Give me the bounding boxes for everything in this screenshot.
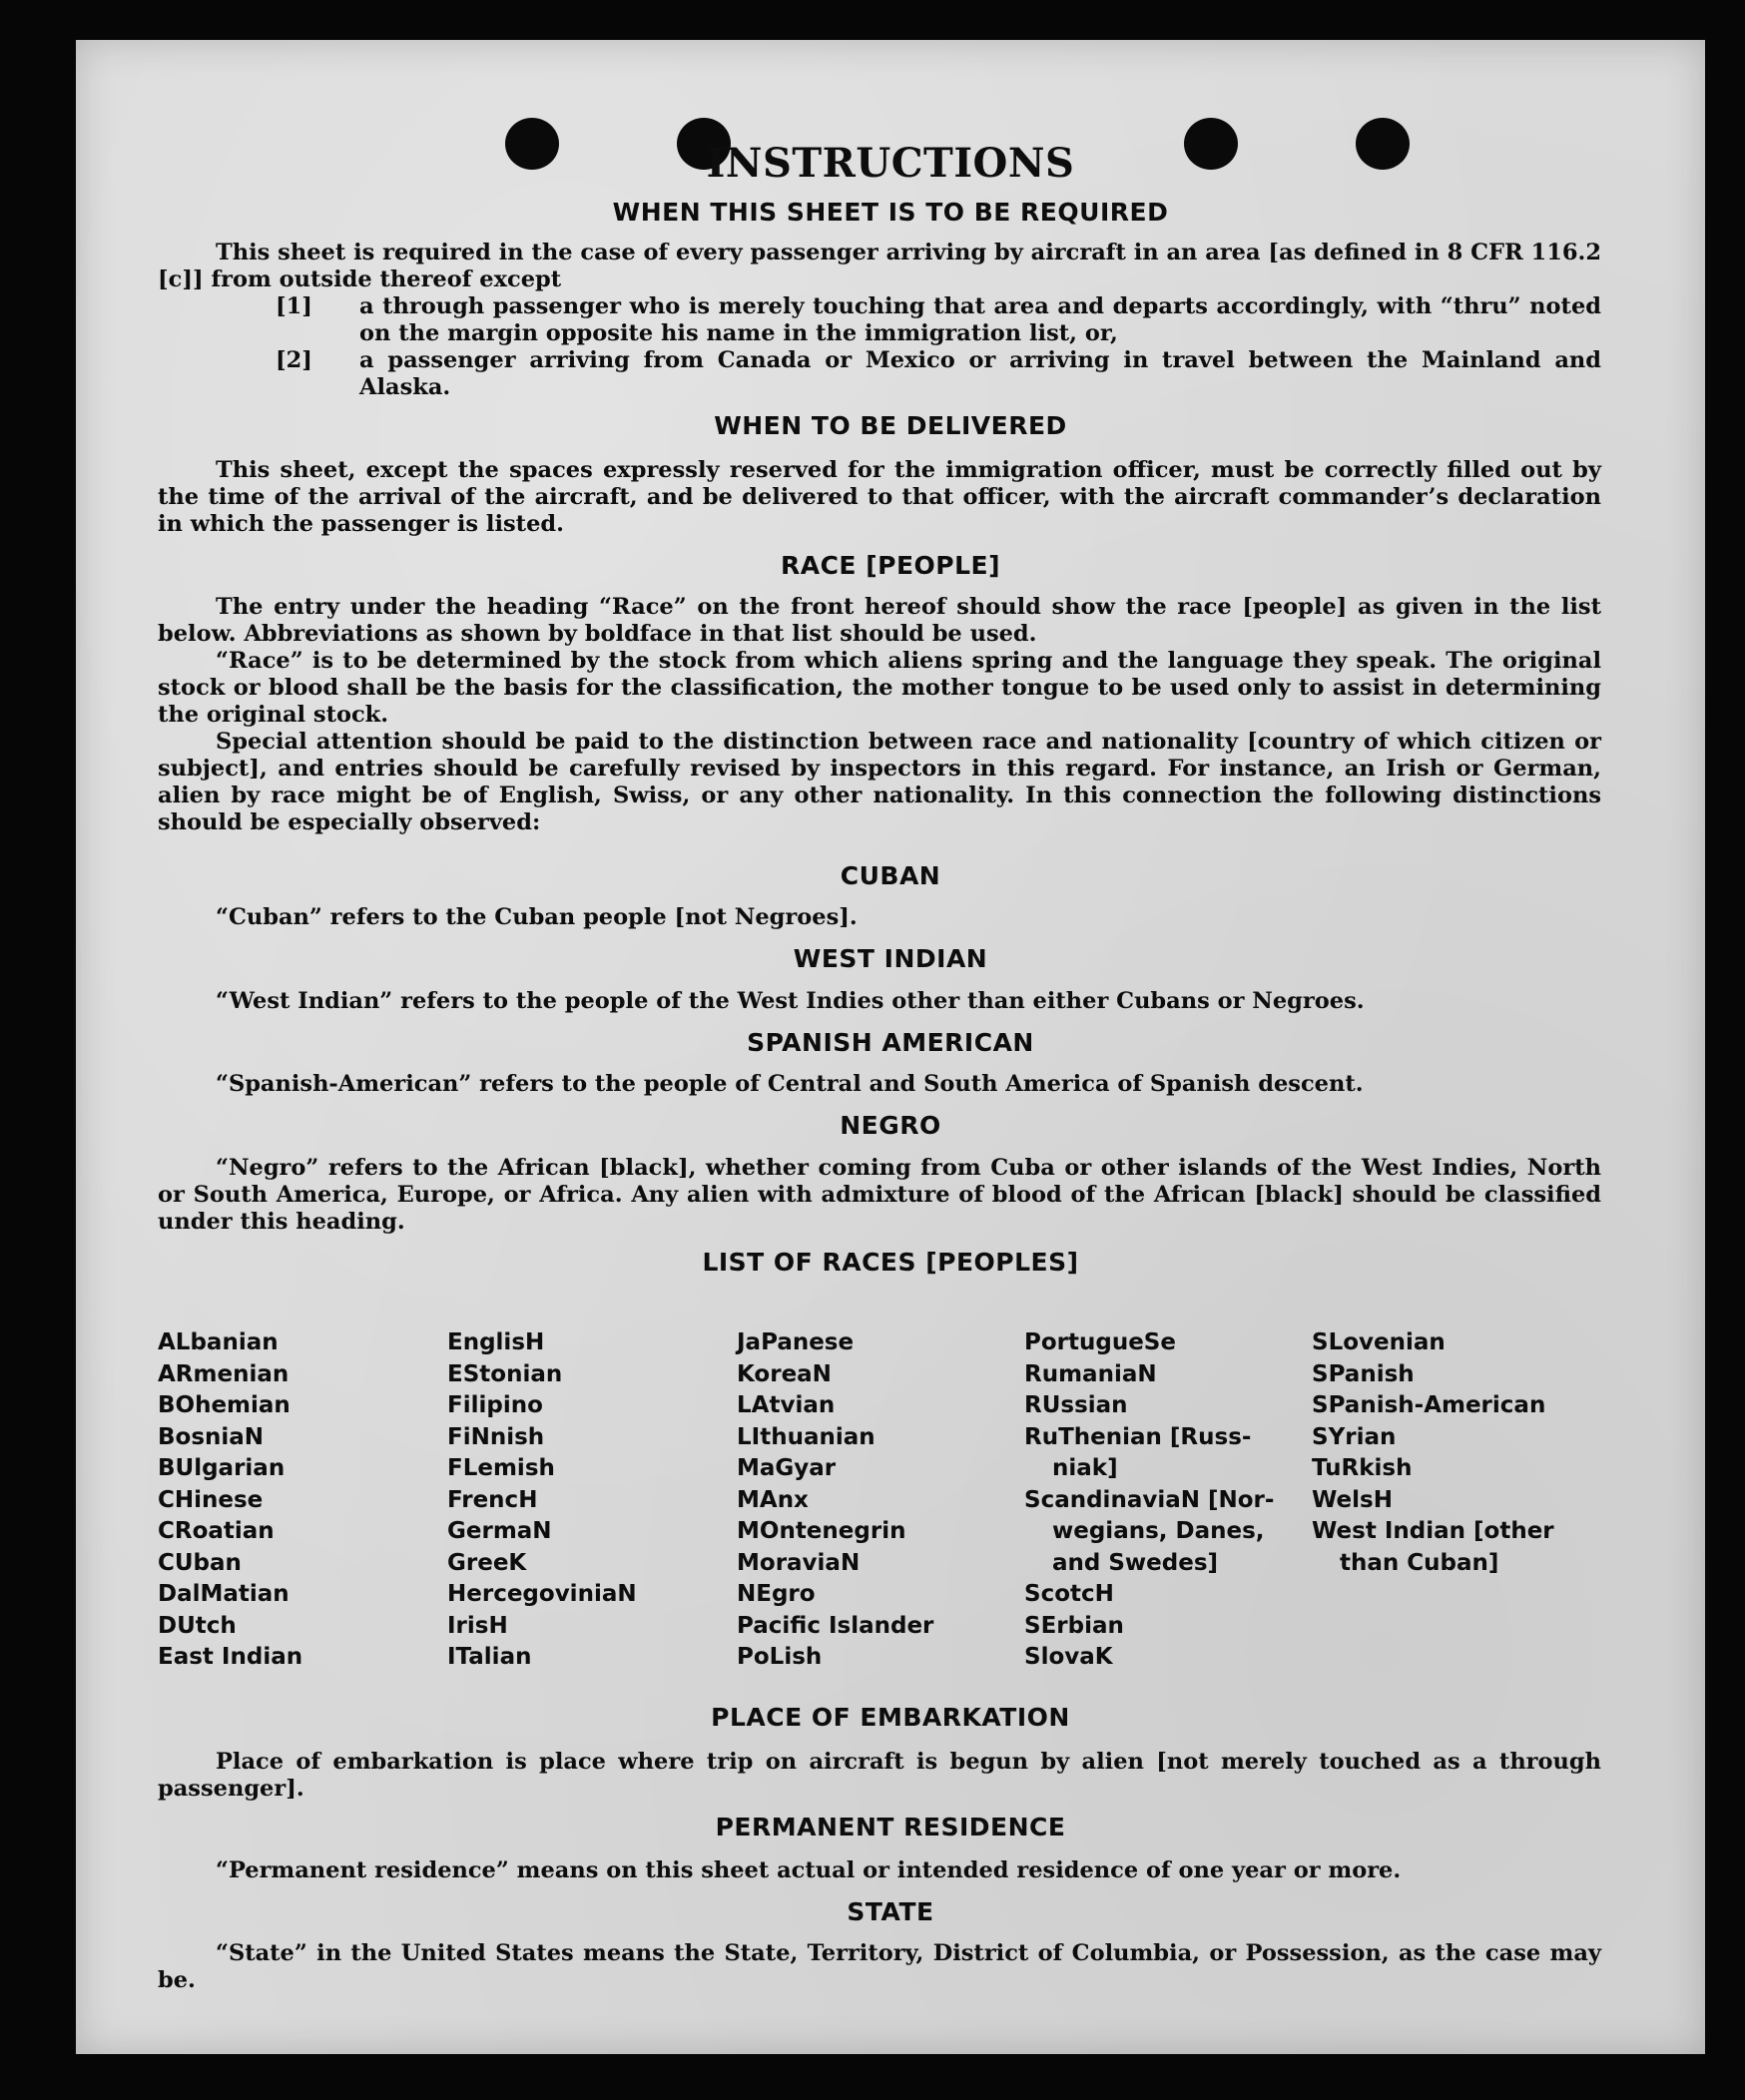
heading-west-indian: WEST INDIAN xyxy=(793,944,988,973)
race-entry: ScotcH xyxy=(1024,1581,1114,1607)
heading-negro: NEGRO xyxy=(840,1111,941,1140)
race-entry: East Indian xyxy=(158,1644,303,1670)
negro-text: “Negro” refers to the African [black], whether coming from Cuba or other islands of the West Indies, North or South America, Europe, or Africa. Any alien with admixture of blood of the African [black] should be classified under this heading. xyxy=(158,1155,1601,1235)
race-entry: RuThenian [Russ- xyxy=(1024,1423,1252,1450)
race-entry: LIthuanian xyxy=(737,1423,875,1450)
race-entry: LAtvian xyxy=(737,1392,836,1418)
race-entry: ITalian xyxy=(447,1644,532,1670)
race-entry: Pacific Islander xyxy=(737,1612,934,1639)
heading-list-of-races: LIST OF RACES [PEOPLES] xyxy=(702,1248,1079,1277)
race-entry: FiNnish xyxy=(447,1423,545,1450)
heading-delivered: WHEN TO BE DELIVERED xyxy=(714,411,1067,440)
heading-residence: PERMANENT RESIDENCE xyxy=(715,1813,1066,1841)
race-entry-continued: and Swedes] xyxy=(1052,1549,1219,1576)
race-entry: SLovenian xyxy=(1312,1329,1446,1355)
race-entry: KoreaN xyxy=(737,1360,832,1387)
race-entry: EStonian xyxy=(447,1360,563,1387)
race-entry: ScandinaviaN [Nor- xyxy=(1024,1486,1275,1513)
race-entry: BUlgarian xyxy=(158,1455,286,1481)
race-entry: GreeK xyxy=(447,1549,527,1576)
heading-embarkation: PLACE OF EMBARKATION xyxy=(711,1703,1070,1732)
race-entry: RumaniaN xyxy=(1024,1360,1157,1387)
residence-text: “Permanent residence” means on this sheet actual or intended residence of one year or more. xyxy=(216,1857,1402,1883)
race-entry: NEgro xyxy=(737,1581,816,1607)
race-entry: PoLish xyxy=(737,1644,823,1670)
race-entry: RUssian xyxy=(1024,1392,1128,1418)
race-entry: FrencH xyxy=(447,1486,538,1513)
item-number: [1] xyxy=(276,293,312,319)
race-entry: SPanish-American xyxy=(1312,1392,1546,1418)
race-entry: CHinese xyxy=(158,1486,264,1513)
race-entry: CRoatian xyxy=(158,1518,275,1544)
race-entry-continued: niak] xyxy=(1052,1455,1118,1481)
race-entry: SPanish xyxy=(1312,1360,1415,1387)
west-indian-text: “West Indian” refers to the people of the West Indies other than either Cubans or Negroes. xyxy=(216,988,1365,1014)
required-item-1 xyxy=(276,293,1601,347)
heading-race: RACE [PEOPLE] xyxy=(780,551,1001,580)
race-entry: MoraviaN xyxy=(737,1549,861,1576)
race-entry: MOntenegrin xyxy=(737,1518,906,1544)
race-entry: West Indian [other xyxy=(1312,1518,1554,1544)
item-text: a passenger arriving from Canada or Mexico or arriving in travel between the Mainland and Alaska. xyxy=(359,347,1601,400)
heading-spanish-american: SPANISH AMERICAN xyxy=(747,1028,1034,1057)
document-sheet xyxy=(76,40,1705,2054)
race-entry: TuRkish xyxy=(1312,1455,1413,1481)
race-entry-continued: than Cuban] xyxy=(1340,1549,1499,1576)
delivered-text: This sheet, except the spaces expressly reserved for the immigration officer, must be correctly filled out by the time of the arrival of the aircraft, and be delivered to that officer, with the aircraft commander’s declaration in which the passenger is listed. xyxy=(158,457,1601,537)
heading-cuban: CUBAN xyxy=(840,861,941,890)
race-entry: EnglisH xyxy=(447,1329,545,1355)
race-paragraph-1: The entry under the heading “Race” on the front hereof should show the race [people] as given in the list below. Abbreviations as shown by boldface in that list should be used. xyxy=(158,594,1601,647)
race-entry: MAnx xyxy=(737,1486,809,1513)
race-entry: MaGyar xyxy=(737,1455,837,1481)
race-entry: ARmenian xyxy=(158,1360,290,1387)
race-entry: SErbian xyxy=(1024,1612,1124,1639)
embarkation-text: Place of embarkation is place where trip on aircraft is begun by alien [not merely touched as a through passenger]. xyxy=(158,1749,1601,1802)
race-entry: BOhemian xyxy=(158,1392,291,1418)
race-entry: IrisH xyxy=(447,1612,508,1639)
race-entry: DalMatian xyxy=(158,1581,290,1607)
race-entry: HercegoviniaN xyxy=(447,1581,637,1607)
race-column-3 xyxy=(737,1327,933,1674)
race-paragraph-3: Special attention should be paid to the distinction between race and nationality [country of which citizen or subject], and entries should be carefully revised by inspectors in this regard. For instance, an Irish or German, alien by race might be of English, Swiss, or any other nationality. In this connection the following distinctions should be especially observed: xyxy=(158,729,1601,835)
race-entry: SlovaK xyxy=(1024,1644,1113,1670)
race-column-2 xyxy=(447,1327,637,1674)
item-text: a through passenger who is merely touching that area and departs accordingly, with “thru” noted on the margin opposite his name in the immigration list, or, xyxy=(359,293,1601,346)
required-intro: This sheet is required in the case of every passenger arriving by aircraft in an area [as defined in 8 CFR 116.2 [c]] from outside thereof except xyxy=(158,240,1601,292)
race-entry-continued: wegians, Danes, xyxy=(1052,1518,1265,1544)
race-entry: BosniaN xyxy=(158,1423,265,1450)
race-entry: FLemish xyxy=(447,1455,555,1481)
required-item-2 xyxy=(276,347,1601,401)
race-entry: GermaN xyxy=(447,1518,552,1544)
cuban-text: “Cuban” refers to the Cuban people [not Negroes]. xyxy=(216,904,858,930)
race-column-4 xyxy=(1024,1327,1274,1674)
race-paragraph-2: “Race” is to be determined by the stock from which aliens spring and the language they speak. The original stock or blood shall be the basis for the classification, the mother tongue to be used only to assist in determining the original stock. xyxy=(158,648,1601,728)
race-entry: PortugueSe xyxy=(1024,1329,1176,1355)
race-entry: SYrian xyxy=(1312,1423,1397,1450)
race-entry: DUtch xyxy=(158,1612,237,1639)
race-entry: CUban xyxy=(158,1549,242,1576)
page-title: INSTRUCTIONS xyxy=(706,140,1075,187)
race-entry: WelsH xyxy=(1312,1486,1393,1513)
race-entry: Filipino xyxy=(447,1392,543,1418)
race-entry: ALbanian xyxy=(158,1329,279,1355)
race-entry: JaPanese xyxy=(737,1329,855,1355)
heading-required: WHEN THIS SHEET IS TO BE REQUIRED xyxy=(612,198,1169,227)
state-text: “State” in the United States means the State, Territory, District of Columbia, or Possession, as the case may be. xyxy=(158,1940,1601,1993)
spanish-american-text: “Spanish-American” refers to the people of Central and South America of Spanish descent. xyxy=(216,1071,1364,1097)
heading-state: STATE xyxy=(847,1897,934,1926)
race-column-1 xyxy=(158,1327,302,1674)
item-number: [2] xyxy=(276,347,312,373)
race-column-5 xyxy=(1312,1327,1554,1579)
